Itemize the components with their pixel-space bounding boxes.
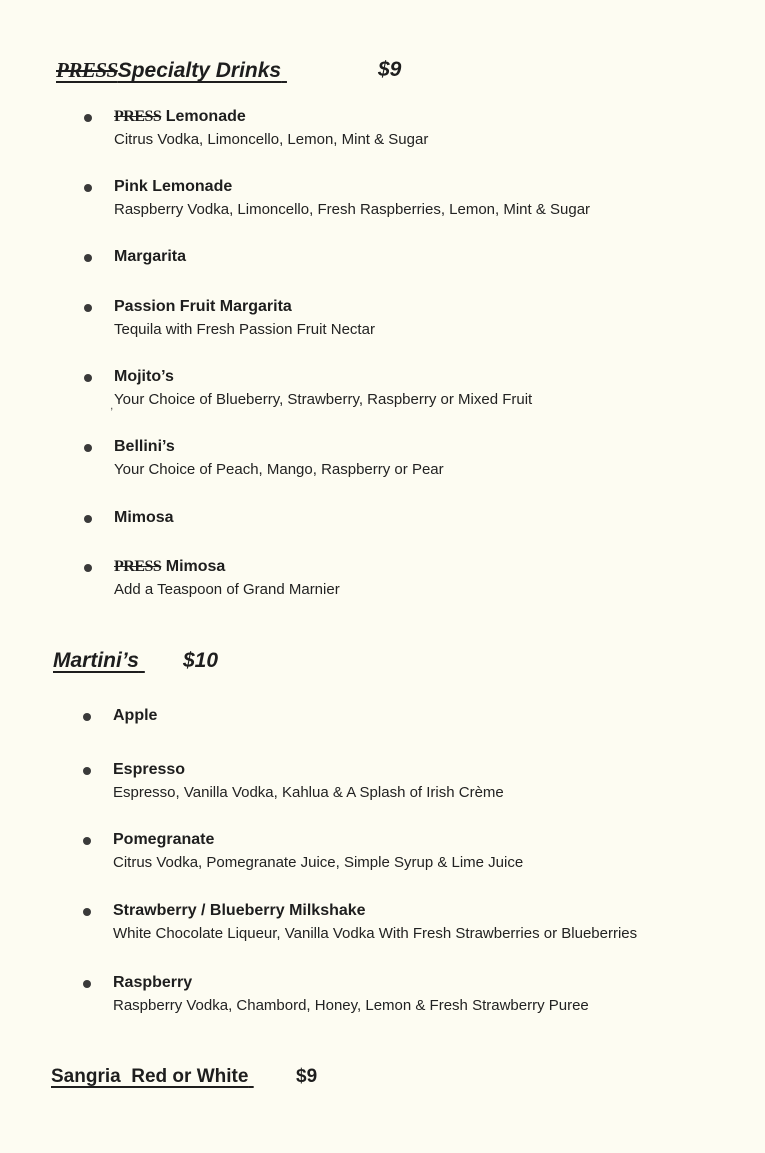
menu-item-name: Apple <box>113 707 158 724</box>
menu-item-name: Mimosa <box>114 509 174 526</box>
menu-item <box>114 297 375 340</box>
menu-item-description: Add a Teaspoon of Grand Marnier <box>114 581 340 598</box>
bullet-icon <box>84 114 92 122</box>
menu-item <box>113 973 589 1016</box>
menu-item-name: PRESS Mimosa <box>114 558 226 575</box>
section-price: $9 <box>296 1066 318 1087</box>
bullet-icon <box>83 713 91 721</box>
bullet-icon <box>84 374 92 382</box>
menu-item-description: Your Choice of Peach, Mango, Raspberry or Pear <box>114 461 444 478</box>
bullet-icon <box>83 980 91 988</box>
menu-item-name: Mojito’s <box>114 368 174 385</box>
section-price: $9 <box>378 58 402 81</box>
section-title <box>56 58 287 83</box>
bullet-icon <box>84 184 92 192</box>
menu-item-description: Espresso, Vanilla Vodka, Kahlua & A Splash of Irish Crème <box>113 784 504 801</box>
menu-item <box>114 367 532 410</box>
menu-item-description: Tequila with Fresh Passion Fruit Nectar <box>114 321 375 338</box>
bullet-icon <box>83 908 91 916</box>
menu-item-name: Strawberry / Blueberry Milkshake <box>113 902 366 919</box>
menu-item <box>114 437 444 480</box>
bullet-icon <box>84 444 92 452</box>
menu-item-description: Citrus Vodka, Pomegranate Juice, Simple Syrup & Lime Juice <box>113 854 524 871</box>
section-heading-sangria <box>51 1066 318 1088</box>
menu-item <box>113 830 523 873</box>
scan-speck: , <box>110 398 114 412</box>
menu-item <box>114 557 340 600</box>
bullet-icon <box>83 837 91 845</box>
menu-item <box>113 706 157 726</box>
press-logo-word: PRESS <box>56 58 118 82</box>
menu-item <box>114 107 428 150</box>
menu-item-description: White Chocolate Liqueur, Vanilla Vodka With Fresh Strawberries or Blueberries <box>113 925 638 942</box>
press-logo-word: PRESS <box>114 558 162 575</box>
bullet-icon <box>84 515 92 523</box>
section-heading-martinis <box>53 649 219 673</box>
menu-item-description: Citrus Vodka, Limoncello, Lemon, Mint & Sugar <box>114 131 429 148</box>
section-price: $10 <box>183 649 219 672</box>
section-heading-specialty-drinks <box>56 58 402 83</box>
menu-item-name: Pink Lemonade <box>114 178 233 195</box>
menu-item-name: Raspberry <box>113 974 193 991</box>
menu-item-description: Raspberry Vodka, Limoncello, Fresh Raspberries, Lemon, Mint & Sugar <box>114 201 591 218</box>
menu-item <box>113 901 637 944</box>
menu-item <box>114 508 174 528</box>
menu-item-name: Bellini’s <box>114 438 175 455</box>
menu-item <box>113 760 504 803</box>
menu-item-name: Passion Fruit Margarita <box>114 298 292 315</box>
section-title: Sangria Red or White <box>51 1066 249 1087</box>
menu-item-description: Your Choice of Blueberry, Strawberry, Raspberry or Mixed Fruit <box>114 391 533 408</box>
bullet-icon <box>84 254 92 262</box>
menu-item <box>114 177 590 220</box>
press-logo-word: PRESS <box>114 108 162 125</box>
bullet-icon <box>83 767 91 775</box>
bullet-icon <box>84 304 92 312</box>
menu-item-name: Pomegranate <box>113 831 215 848</box>
menu-item-name: PRESS Lemonade <box>114 108 246 125</box>
menu-item <box>114 247 186 267</box>
menu-item-name: Espresso <box>113 761 186 778</box>
section-title: Martini’s <box>53 649 139 672</box>
section-title-text: Specialty Drinks <box>117 59 282 82</box>
menu-item-name: Margarita <box>114 248 187 265</box>
bullet-icon <box>84 564 92 572</box>
menu-item-description: Raspberry Vodka, Chambord, Honey, Lemon & Fresh Strawberry Puree <box>113 997 589 1014</box>
